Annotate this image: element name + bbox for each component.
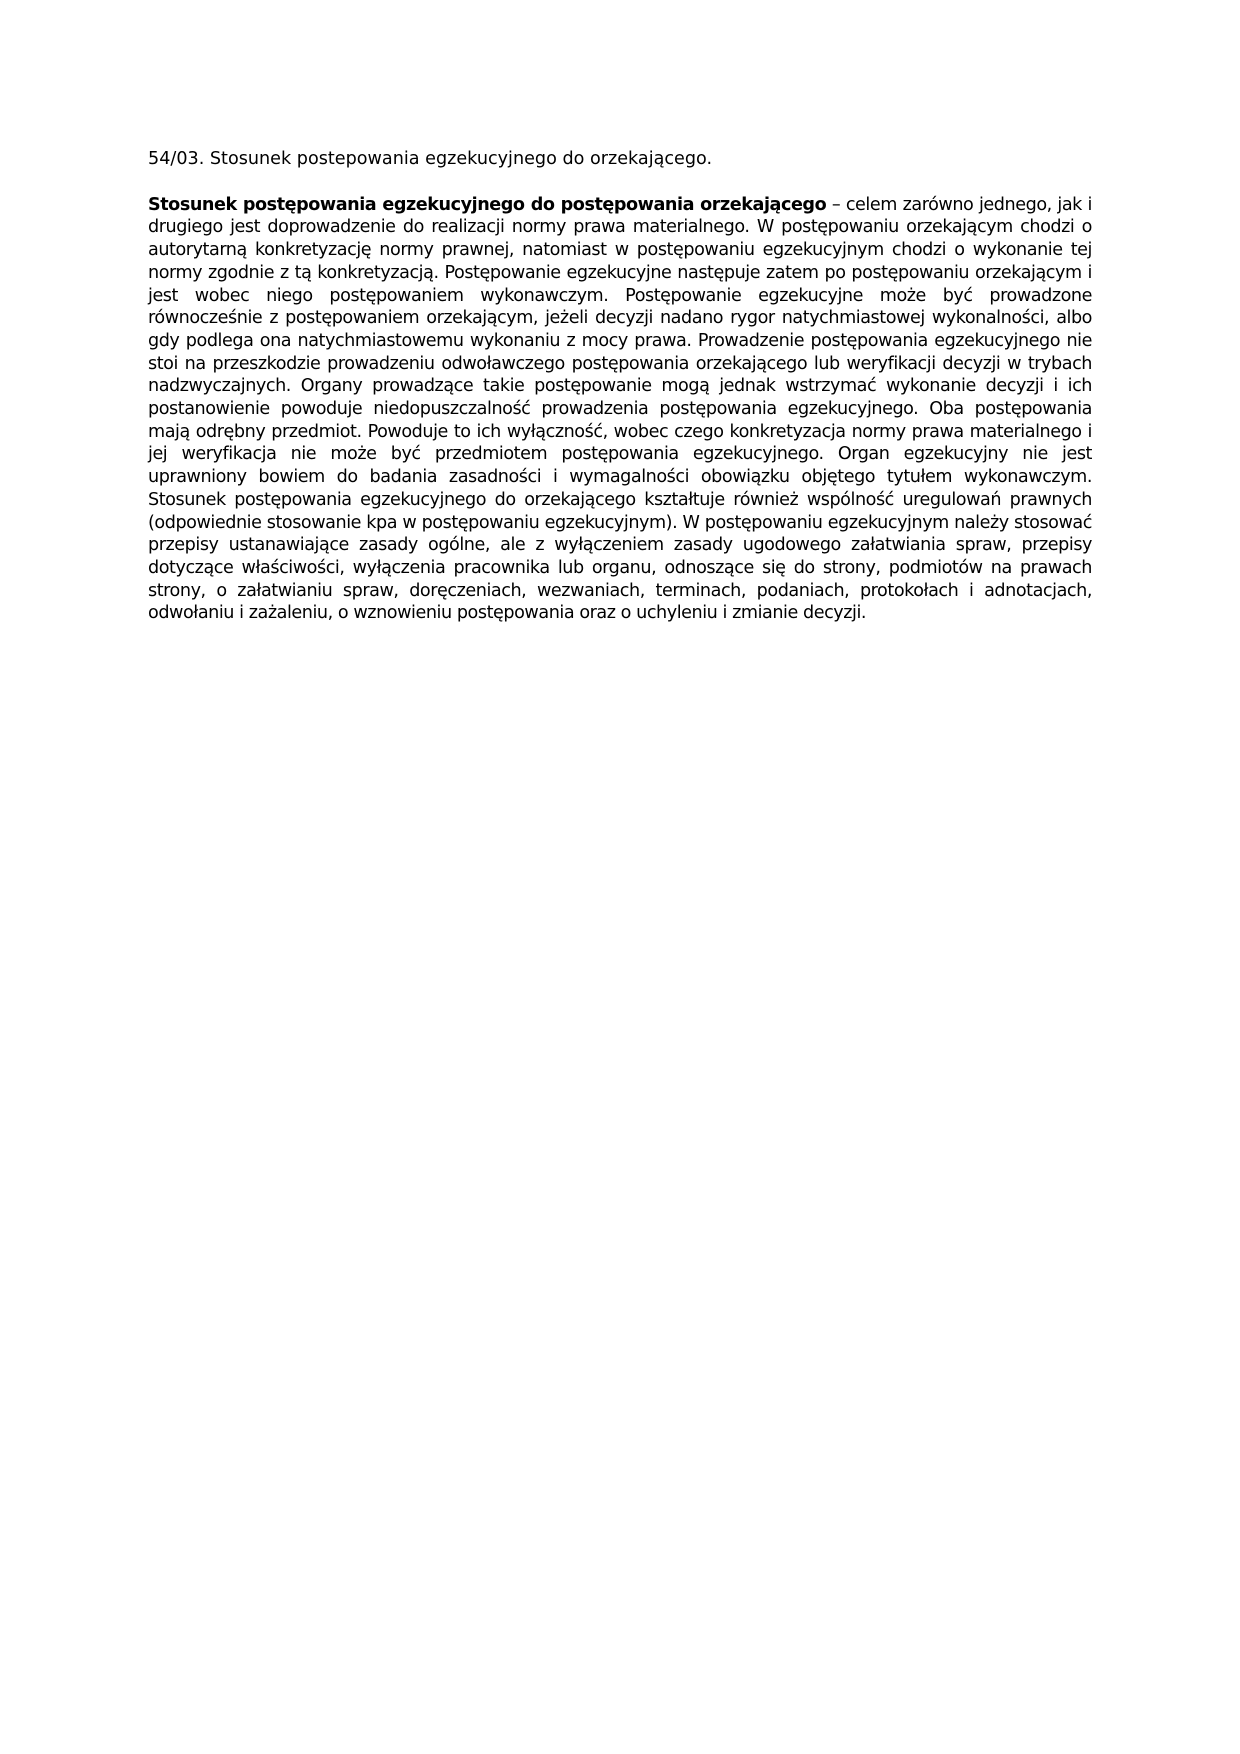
document-content: [148, 148, 1092, 625]
document-title: 54/03. Stosunek postepowania egzekucyjnego do orzekającego.: [148, 149, 713, 169]
paragraph-term: Stosunek postępowania egzekucyjnego do postępowania orzekającego: [148, 194, 827, 215]
paragraph-text: – celem zarówno jednego, jak i drugiego jest doprowadzenie do realizacji normy prawa materialnego. W postępowaniu orzekającym chodzi o autorytarną konkretyzację normy prawnej, natomiast w postępowaniu egzekucyjnym chodzi o wykonanie tej normy zgodnie z tą konkretyzacją. Postępowanie egzekucyjne następuje zatem po postępowaniu orzekającym i jest wobec niego postępowaniem wykonawczym. Postępowanie egzekucyjne może być prowadzone równocześnie z postępowaniem orzekającym, jeżeli decyzji nadano rygor natychmiastowej wykonalności, albo gdy podlega ona natychmiastowemu wykonaniu z mocy prawa. Prowadzenie postępowania egzekucyjnego nie stoi na przeszkodzie prowadzeniu odwoławczego postępowania orzekającego lub weryfikacji decyzji w trybach nadzwyczajnych. Organy prowadzące takie postępowanie mogą jednak wstrzymać wykonanie decyzji i ich postanowienie powoduje niedopuszczalność prowadzenia postępowania egzekucyjnego. Oba postępowania mają odrębny przedmiot. Powoduje to ich wyłączność, wobec czego konkretyzacja normy prawa materialnego i jej weryfikacja nie może być przedmiotem postępowania egzekucyjnego. Organ egzekucyjny nie jest uprawniony bowiem do badania zasadności i wymagalności obowiązku objętego tytułem wykonawczym. Stosunek postępowania egzekucyjnego do orzekającego kształtuje również wspólność uregulowań prawnych (odpowiednie stosowanie kpa w postępowaniu egzekucyjnym). W postępowaniu egzekucyjnym należy stosować przepisy ustanawiające zasady ogólne, ale z wyłączeniem zasady ugodowego załatwiania spraw, przepisy dotyczące właściwości, wyłączenia pracownika lub organu, odnoszące się do strony, podmiotów na prawach strony, o załatwianiu spraw, doręczeniach, wezwaniach, terminach, podaniach, protokołach i adnotacjach, odwołaniu i zażaleniu, o wznowieniu postępowania oraz o uchyleniu i zmianie decyzji.: [148, 194, 1092, 624]
document-paragraph: [148, 194, 1092, 625]
